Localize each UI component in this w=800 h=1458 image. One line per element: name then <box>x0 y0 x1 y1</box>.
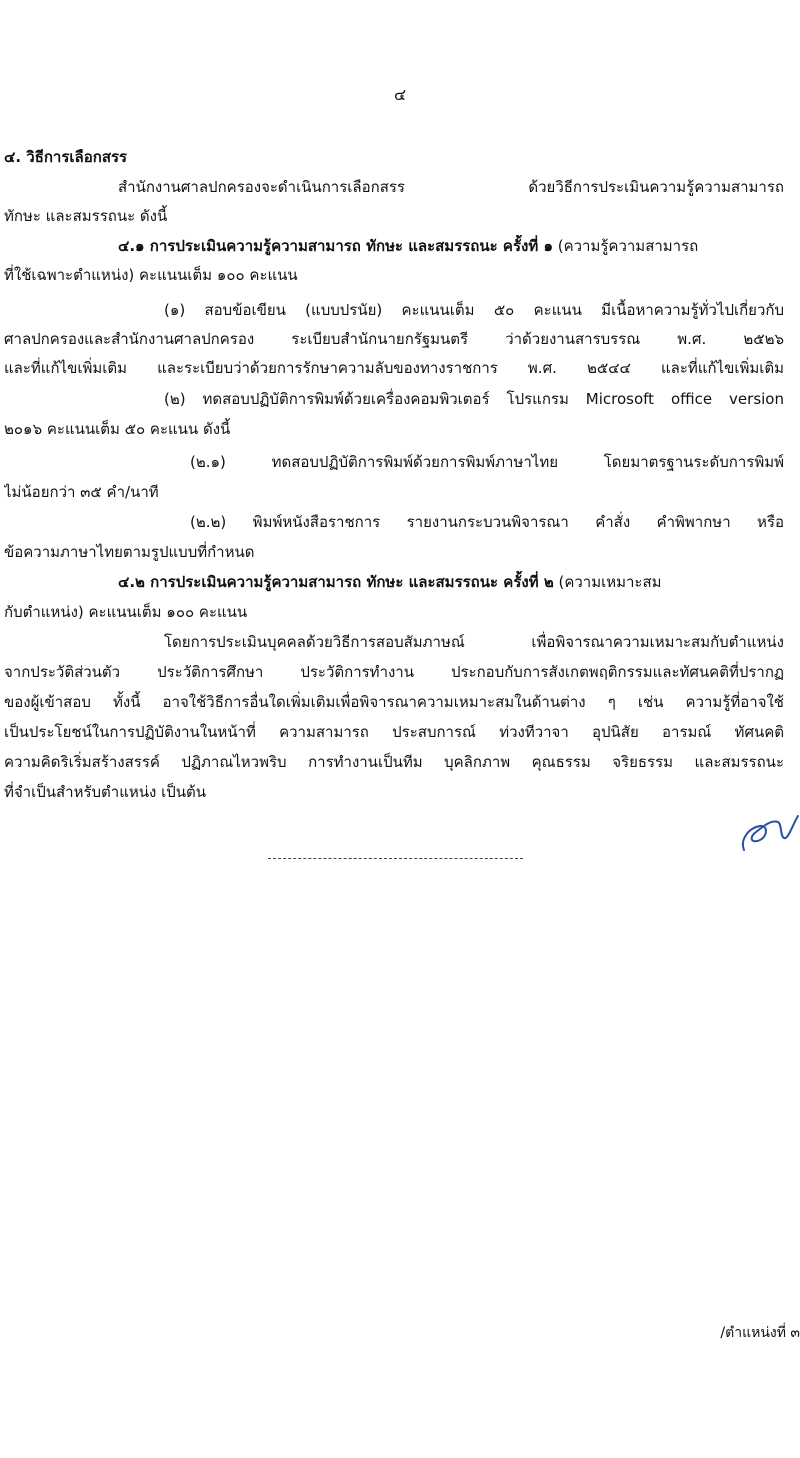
item-2-line-1: (๒) ทดสอบปฏิบัติการพิมพ์ด้วยเครื่องคอมพิวเตอร์ โปรแกรม Microsoft office version <box>164 390 784 408</box>
subsection-4-1-title: ๔.๑ การประเมินความรู้ความสามารถ ทักษะ และสมรรถนะ ครั้งที่ ๑ <box>118 237 553 255</box>
signature-mark <box>738 810 800 860</box>
item-2-line-2: ๒๐๑๖ คะแนนเต็ม ๕๐ คะแนน ดังนี้ <box>4 420 231 438</box>
body-line-2: จากประวัติส่วนตัว ประวัติการศึกษา ประวัติการทำงาน ประกอบกับการสังเกตพฤติกรรมและทัศนคติที่ปรากฏ <box>4 663 784 681</box>
subsection-4-2-heading <box>118 571 784 595</box>
subsection-4-1-title-rest: (ความรู้ความสามารถ <box>552 237 699 255</box>
page-number: ๔ <box>393 85 407 104</box>
item-2-2-line-2: ข้อความภาษาไทยตามรูปแบบที่กำหนด <box>4 543 255 561</box>
continuation-note: /ตำแหน่งที่ ๓ <box>720 1325 800 1341</box>
end-of-section-divider <box>268 858 523 859</box>
body-line-3: ของผู้เข้าสอบ ทั้งนี้ อาจใช้วิธีการอื่นใดเพิ่มเติมเพื่อพิจารณาความเหมาะสมในด้านต่าง ๆ เช่น ความรู้ที่อาจใช้ <box>4 693 784 711</box>
subsection-4-2-title: ๔.๒ การประเมินความรู้ความสามารถ ทักษะ และสมรรถนะ ครั้งที่ ๒ <box>118 573 554 591</box>
body-line-1: โดยการประเมินบุคคลด้วยวิธีการสอบสัมภาษณ์ เพื่อพิจารณาความเหมาะสมกับตำแหน่ง <box>164 633 784 651</box>
body-line-4: เป็นประโยชน์ในการปฏิบัติงานในหน้าที่ ความสามารถ ประสบการณ์ ท่วงทีวาจา อุปนิสัย อารมณ์ ทัศนคติ <box>4 723 784 741</box>
body-line-6: ที่จำเป็นสำหรับตำแหน่ง เป็นต้น <box>4 783 207 801</box>
subsection-4-2-line-2: กับตำแหน่ง) คะแนนเต็ม ๑๐๐ คะแนน <box>4 603 248 621</box>
item-2-1-line-1: (๒.๑) ทดสอบปฏิบัติการพิมพ์ด้วยการพิมพ์ภาษาไทย โดยมาตรฐานระดับการพิมพ์ <box>190 453 784 471</box>
item-2-1-line-2: ไม่น้อยกว่า ๓๕ คำ/นาที <box>4 483 159 501</box>
item-1-line-2: ศาลปกครองและสำนักงานศาลปกครอง ระเบียบสำนักนายกรัฐมนตรี ว่าด้วยงานสารบรรณ พ.ศ. ๒๕๒๖ <box>4 330 784 348</box>
item-2-2-line-1: (๒.๒) พิมพ์หนังสือราชการ รายงานกระบวนพิจารณา คำสั่ง คำพิพากษา หรือ <box>190 513 784 531</box>
body-line-5: ความคิดริเริ่มสร้างสรรค์ ปฏิภาณไหวพริบ การทำงานเป็นทีม บุคลิกภาพ คุณธรรม จริยธรรม และสมรรถนะ <box>4 753 784 771</box>
subsection-4-1-heading <box>118 235 784 259</box>
section-heading: ๔. วิธีการเลือกสรร <box>4 148 128 166</box>
subsection-4-1-line-2: ที่ใช้เฉพาะตำแหน่ง) คะแนนเต็ม ๑๐๐ คะแนน <box>4 266 298 284</box>
item-1-line-1: (๑) สอบข้อเขียน (แบบปรนัย) คะแนนเต็ม ๕๐ คะแนน มีเนื้อหาความรู้ทั่วไปเกี่ยวกับ <box>164 301 784 319</box>
intro-line-1: สำนักงานศาลปกครองจะดำเนินการเลือกสรร ด้วยวิธีการประเมินความรู้ความสามารถ <box>118 178 784 196</box>
item-1-line-3: และที่แก้ไขเพิ่มเติม และระเบียบว่าด้วยการรักษาความลับของทางราชการ พ.ศ. ๒๕๔๔ และที่แก้ไขเพิ่มเติม <box>4 359 784 377</box>
intro-line-2: ทักษะ และสมรรถนะ ดังนี้ <box>4 207 168 225</box>
subsection-4-2-title-rest: (ความเหมาะสม <box>553 573 662 591</box>
